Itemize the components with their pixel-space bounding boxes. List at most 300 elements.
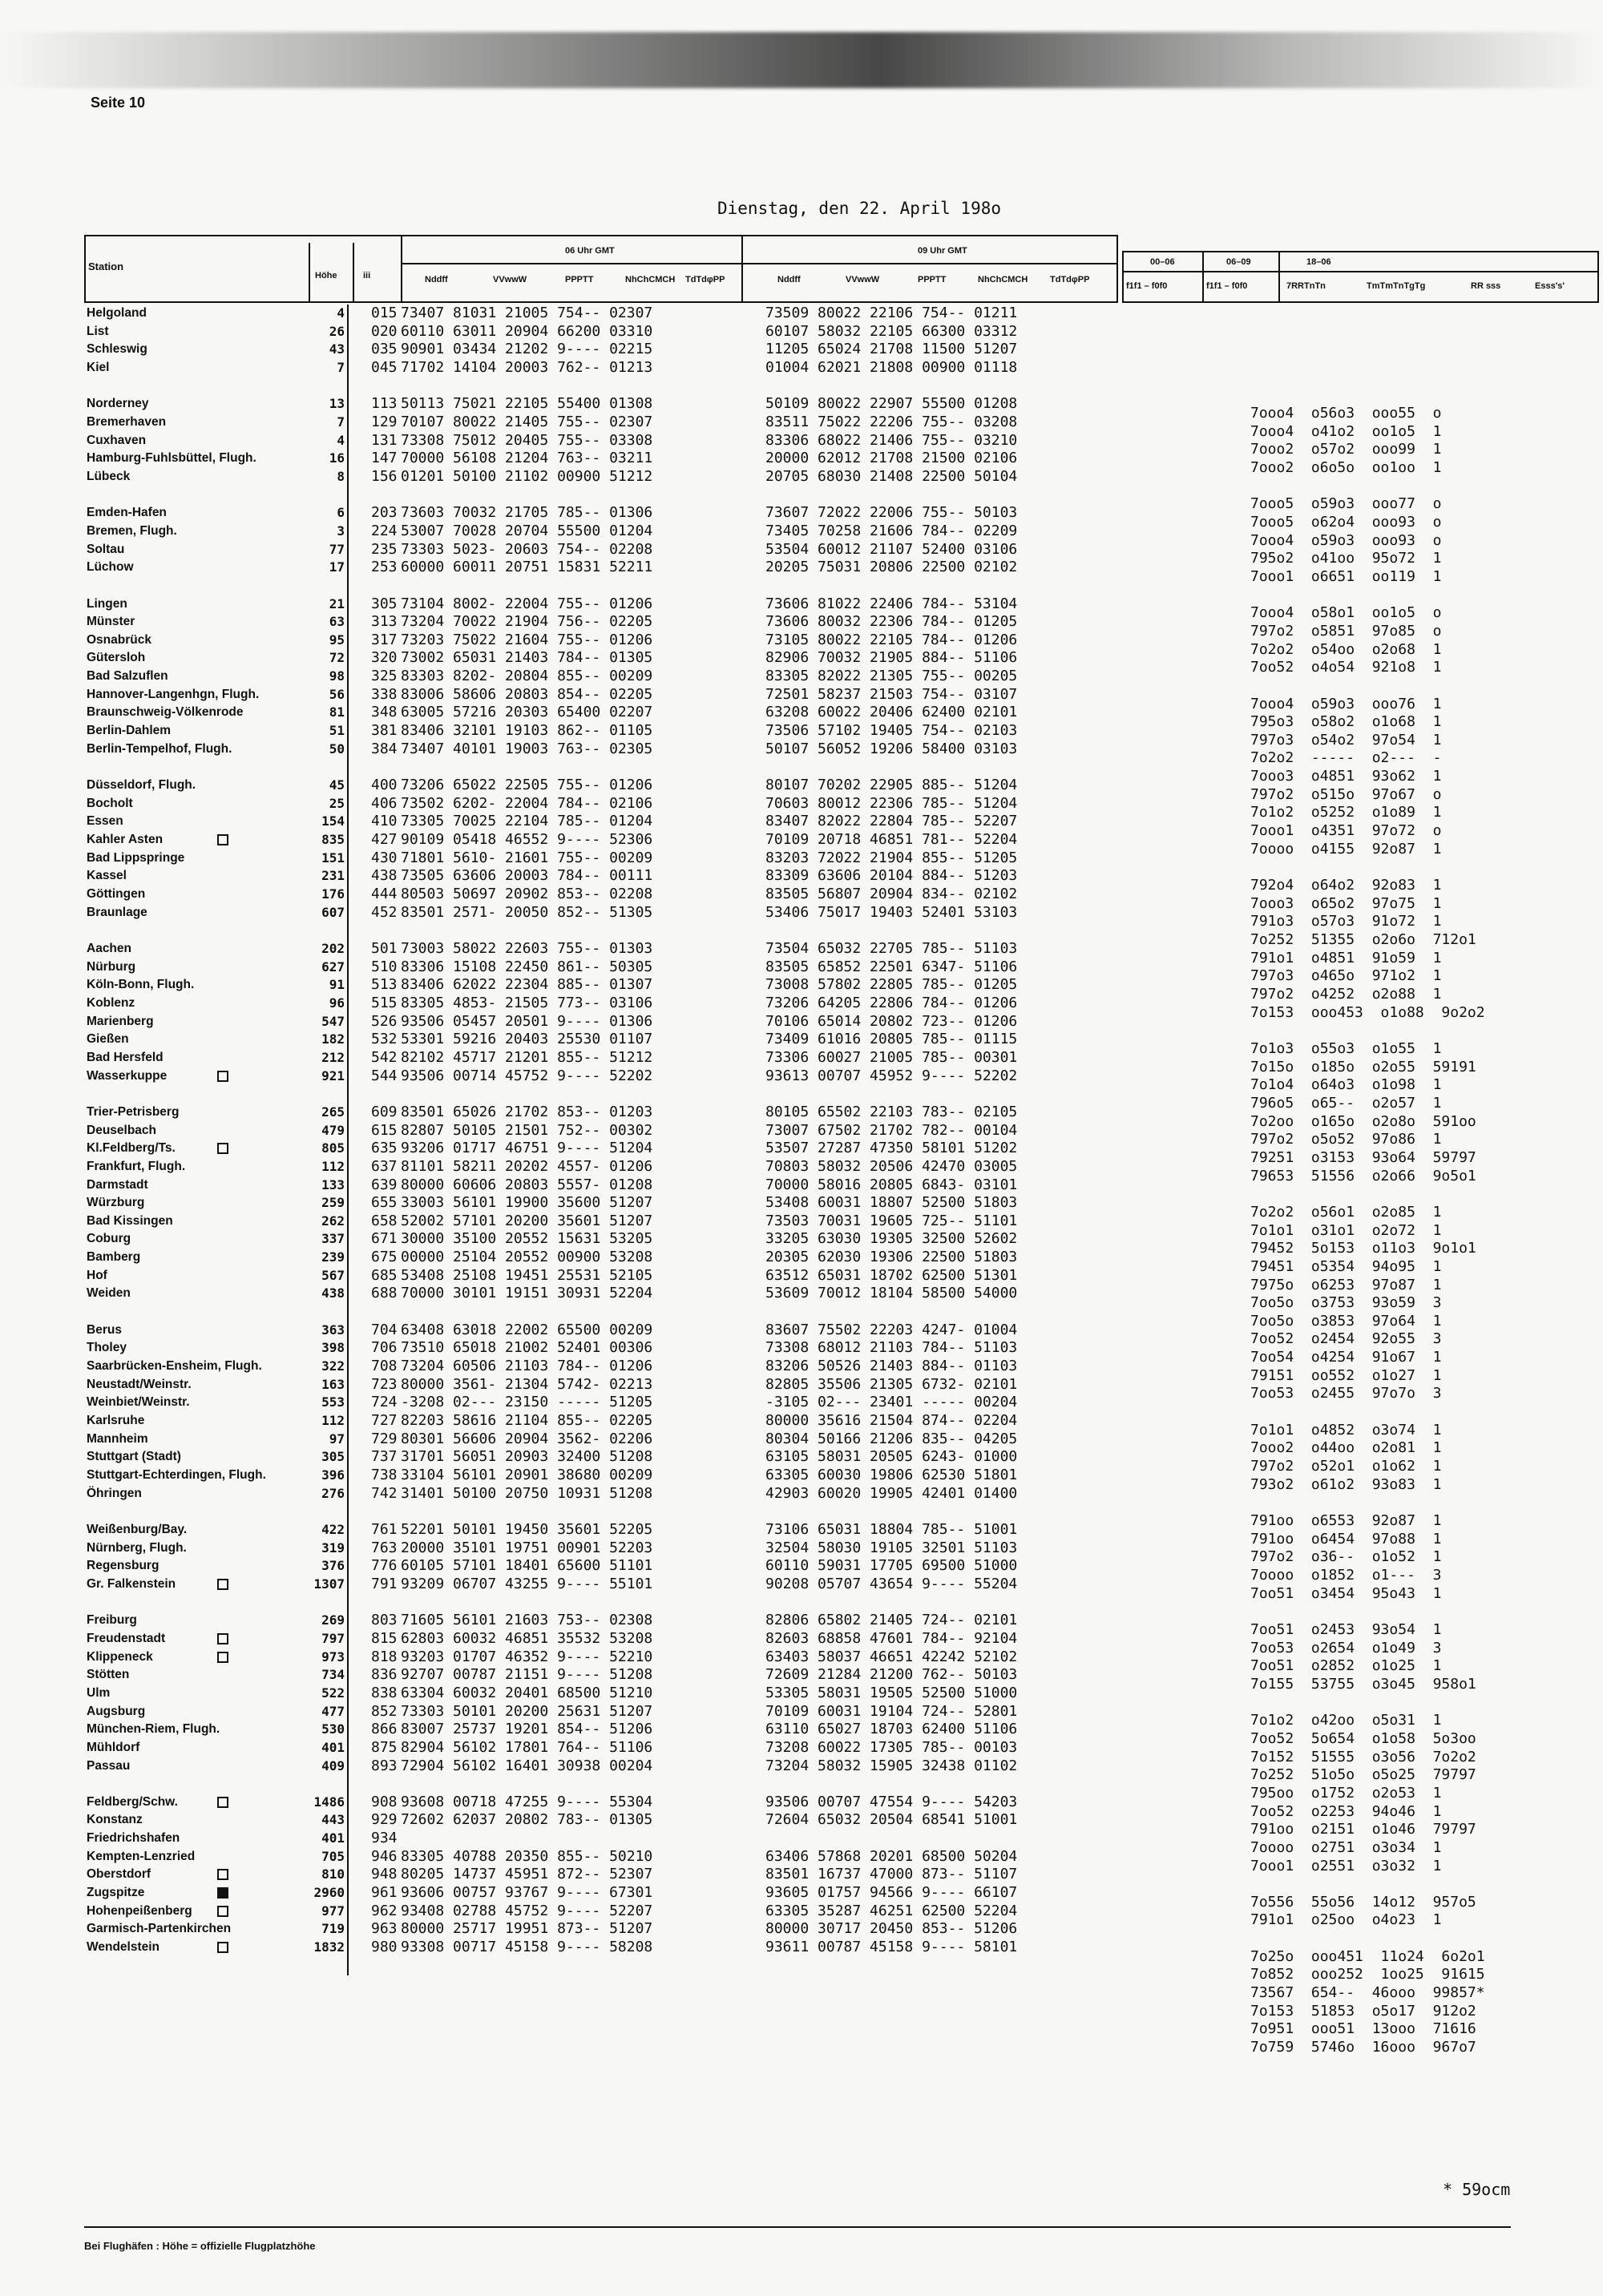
obs-06-row: 72602 62037 20802 783-- 01305 xyxy=(401,1811,653,1829)
obs-06-row: 83007 25737 19201 854-- 51206 xyxy=(401,1721,653,1738)
station-id: 763 xyxy=(371,1539,398,1556)
obs-09-row: 60107 58032 22105 66300 03312 xyxy=(765,322,1018,340)
obs-09-row: 63406 57868 20201 68500 50204 xyxy=(765,1847,1018,1865)
obs-06-row: 70000 30101 19151 30931 52204 xyxy=(401,1285,653,1302)
obs-06-row: 93209 06707 43255 9---- 55101 xyxy=(401,1575,653,1592)
spacer-row xyxy=(765,758,1017,777)
obs-09-row: 73204 58032 15905 32438 01102 xyxy=(765,1757,1018,1774)
obs-09-row: 83206 50526 21403 884-- 01103 xyxy=(765,1358,1018,1375)
spacer-row xyxy=(289,577,345,595)
scan-shadow-band xyxy=(0,32,1603,88)
station-height: 265 xyxy=(321,1104,345,1120)
station-id: 609 xyxy=(371,1103,398,1120)
obs-06-row: 52002 57101 20200 35601 51207 xyxy=(401,1212,653,1229)
obs-09-row: 33205 63030 19305 32500 52602 xyxy=(765,1230,1018,1248)
spacer-row xyxy=(1250,677,1485,696)
station-id: 235 xyxy=(371,540,398,558)
obs-06-row: 83305 4853- 21505 773-- 03106 xyxy=(401,994,653,1011)
obs-09-row: 11205 65024 21708 11500 51207 xyxy=(765,341,1018,358)
obs-06-row: 80301 56606 20904 3562- 02206 xyxy=(401,1430,653,1447)
station-id: 015 xyxy=(371,305,398,321)
obs-06-row: 73303 50101 20200 25631 51207 xyxy=(401,1702,653,1720)
station-height: 835 xyxy=(321,832,345,848)
period-obs-row: 795o2 o41oo 95o72 1 xyxy=(1250,550,1442,567)
station-height: 63 xyxy=(329,614,345,630)
square-icon xyxy=(217,1143,228,1154)
station-height: 977 xyxy=(321,1903,345,1919)
obs-09-row: 80304 50166 21206 835-- 04205 xyxy=(765,1430,1018,1447)
station-name: List xyxy=(87,324,109,338)
obs-09-row: 70109 60031 19104 724-- 52801 xyxy=(765,1702,1018,1720)
station-name: Münster xyxy=(87,615,135,629)
obs-09-gmt xyxy=(765,305,1017,1957)
station-id: 671 xyxy=(371,1230,398,1248)
obs-09-row: 93611 00787 45158 9---- 58101 xyxy=(765,1939,1018,1956)
obs-06-row: 80503 50697 20902 853-- 02208 xyxy=(401,886,653,902)
station-id: 147 xyxy=(371,450,398,467)
period-obs-row: 7o852 ooo252 1oo25 91615 xyxy=(1250,1966,1485,1983)
station-height: 530 xyxy=(321,1721,345,1737)
obs-09-row: 63305 35287 46251 62500 52204 xyxy=(765,1902,1018,1919)
obs-06-row: 83306 15108 22450 861-- 50305 xyxy=(401,958,653,975)
obs-09-row: 80107 70202 22905 885-- 51204 xyxy=(765,777,1018,794)
period-obs xyxy=(1250,405,1485,2057)
station-id: 156 xyxy=(371,467,398,485)
station-height: 7 xyxy=(337,359,345,375)
header-period-0609: 06–09 xyxy=(1226,257,1251,267)
obs-06-row: -3208 02--- 23150 ----- 51205 xyxy=(401,1394,653,1411)
station-name: Freudenstadt xyxy=(87,1630,335,1648)
obs-06-gmt xyxy=(401,305,652,1957)
obs-09-row: 83505 56807 20904 834-- 02102 xyxy=(765,886,1018,902)
header-09-c5: TdTdφPP xyxy=(1050,275,1090,284)
station-name: Zugspitze xyxy=(87,1884,335,1903)
station-height: 176 xyxy=(321,886,345,902)
obs-09-row: 20305 62030 19306 22500 51803 xyxy=(765,1249,1018,1266)
obs-06-row: 82203 58616 21104 855-- 02205 xyxy=(401,1412,653,1430)
station-id: 305 xyxy=(371,595,398,612)
period-obs-row: 7o252 51355 o2o6o 712o1 xyxy=(1250,931,1476,949)
obs-06-row: 52201 50101 19450 35601 52205 xyxy=(401,1520,653,1538)
period-obs-row: 7975o o6253 97o87 1 xyxy=(1250,1276,1442,1293)
station-height: 409 xyxy=(321,1757,345,1773)
station-id: 962 xyxy=(371,1902,398,1919)
obs-09-row: 73208 60022 17305 785-- 00103 xyxy=(765,1738,1018,1756)
station-height: 719 xyxy=(321,1921,345,1937)
station-name: Gütersloh xyxy=(87,651,146,665)
obs-06-row: 73510 65018 21002 52401 00306 xyxy=(401,1339,653,1357)
station-id: 946 xyxy=(371,1847,398,1865)
station-id: 381 xyxy=(371,722,398,740)
station-name: Bad Lippspringe xyxy=(87,850,185,865)
station-id: 452 xyxy=(371,903,398,921)
obs-09-row: 73206 64205 22806 784-- 01206 xyxy=(765,994,1018,1011)
obs-06-row: 73204 60506 21103 784-- 01206 xyxy=(401,1358,653,1375)
station-name: Berlin-Tempelhof, Flugh. xyxy=(87,741,232,756)
station-name: Klippeneck xyxy=(87,1648,335,1667)
obs-06-row: 62803 60032 46851 35532 53208 xyxy=(401,1629,653,1647)
obs-06-row: 83305 40788 20350 855-- 50210 xyxy=(401,1847,653,1865)
station-id: 908 xyxy=(371,1793,398,1810)
header-06-c5: TdTdφPP xyxy=(685,275,725,284)
obs-06-row: 63408 63018 22002 65500 00209 xyxy=(401,1321,653,1338)
obs-09-row: 20205 75031 20806 22500 02102 xyxy=(765,559,1018,576)
period-obs-row: 7o252 51o5o o5o25 79797 xyxy=(1250,1766,1476,1784)
period-obs-row: 7o25o ooo451 11o24 6o2o1 xyxy=(1250,1947,1485,1965)
station-name: Hamburg-Fuhlsbüttel, Flugh. xyxy=(87,451,256,466)
period-obs-row: 7oo5o o3753 93o59 3 xyxy=(1250,1294,1442,1312)
station-id: 635 xyxy=(371,1140,398,1157)
station-height: 1486 xyxy=(313,1794,345,1810)
station-name: Bad Kissingen xyxy=(87,1213,173,1228)
station-id: 348 xyxy=(371,704,398,721)
station-name: Mannheim xyxy=(87,1431,148,1446)
obs-06-row: 73002 65031 21403 784-- 01305 xyxy=(401,649,653,667)
obs-09-row: 73503 70031 19605 725-- 51101 xyxy=(765,1212,1018,1229)
station-name: Wasserkuppe xyxy=(87,1067,335,1086)
station-name: Augsburg xyxy=(87,1704,146,1718)
station-name: Trier-Petrisberg xyxy=(87,1104,180,1119)
station-height: 479 xyxy=(321,1122,345,1138)
period-obs-row: 7o951 ooo51 13ooo 71616 xyxy=(1250,2020,1476,2038)
header-06-c4: NhChCMCH xyxy=(625,275,676,284)
header-09-c3: PPPTT xyxy=(918,275,947,284)
station-height: 477 xyxy=(321,1703,345,1719)
station-name: Tholey xyxy=(87,1341,127,1355)
period-obs-row: 7oo5o o3853 97o64 1 xyxy=(1250,1312,1442,1330)
square-icon xyxy=(217,1797,228,1808)
obs-09-row: 53408 60031 18807 52500 51803 xyxy=(765,1194,1018,1212)
station-name: Deuselbach xyxy=(87,1123,157,1137)
obs-06-row: 73305 70025 22104 785-- 01204 xyxy=(401,813,653,830)
station-id: 438 xyxy=(371,867,398,885)
station-height: 16 xyxy=(329,450,345,466)
station-name: München-Riem, Flugh. xyxy=(87,1722,220,1737)
period-obs-row: 7o1o2 o42oo o5o31 1 xyxy=(1250,1712,1442,1729)
station-height: 805 xyxy=(321,1140,345,1156)
period-obs-row: 797o2 o4252 o2o88 1 xyxy=(1250,986,1442,1003)
station-height: 797 xyxy=(321,1630,345,1646)
obs-09-row: 70106 65014 20802 723-- 01206 xyxy=(765,1012,1018,1030)
obs-06-row: 53408 25108 19451 25531 52105 xyxy=(401,1266,653,1284)
station-id: 761 xyxy=(371,1520,398,1538)
obs-09-row: 01004 62021 21808 00900 01118 xyxy=(765,358,1018,376)
station-id: 224 xyxy=(371,522,398,539)
period-obs-row: 797o2 o52o1 o1o62 1 xyxy=(1250,1458,1442,1475)
station-id: 400 xyxy=(371,777,398,794)
period-obs-row: 79452 5o153 o11o3 9o1o1 xyxy=(1250,1240,1476,1257)
obs-06-row: 83006 58606 20803 854-- 02205 xyxy=(401,685,653,703)
period-obs-row: 797o2 o36-- o1o52 1 xyxy=(1250,1548,1442,1566)
obs-06-row: 53007 70028 20704 55500 01204 xyxy=(401,522,653,539)
station-height: 26 xyxy=(329,323,345,339)
obs-06-row: 93606 00757 93767 9---- 67301 xyxy=(401,1884,653,1902)
obs-06-row: 93308 00717 45158 9---- 58208 xyxy=(401,1939,653,1956)
obs-06-row: 60105 57101 18401 65600 51101 xyxy=(401,1557,653,1575)
header-06-c2: VVwwW xyxy=(493,275,527,284)
header-col-0006: f1f1 – f0f0 xyxy=(1126,281,1168,291)
period-obs-row: 797o3 o465o 971o2 1 xyxy=(1250,967,1442,985)
obs-06-row: 63005 57216 20303 65400 02207 xyxy=(401,704,653,721)
station-id: 430 xyxy=(371,849,398,866)
station-height: 259 xyxy=(321,1195,345,1211)
obs-06-row: 71702 14104 20003 762-- 01213 xyxy=(401,358,653,376)
station-height: 422 xyxy=(321,1521,345,1537)
header-09-c1: Nddff xyxy=(777,275,801,284)
station-height: 376 xyxy=(321,1558,345,1574)
station-height: 163 xyxy=(321,1376,345,1392)
period-obs-row: 7oo52 o2253 94o46 1 xyxy=(1250,1802,1442,1820)
period-obs-row: 791o1 o4851 91o59 1 xyxy=(1250,949,1442,966)
obs-09-row: 70109 20718 46851 781-- 52204 xyxy=(765,831,1018,849)
obs-06-row: 73206 65022 22505 755-- 01206 xyxy=(401,777,653,794)
station-id: 961 xyxy=(371,1884,398,1902)
square-icon xyxy=(217,1869,228,1880)
period-obs-row: 7ooo2 o6o5o oo1oo 1 xyxy=(1250,458,1442,476)
spacer-row xyxy=(401,922,652,940)
station-height: 337 xyxy=(321,1231,345,1247)
station-name: Konstanz xyxy=(87,1813,143,1827)
spacer-row xyxy=(765,1303,1017,1322)
station-name: Aachen xyxy=(87,941,131,955)
period-obs-row: 791o1 o25oo o4o23 1 xyxy=(1250,1911,1442,1929)
spacer-row xyxy=(289,1503,345,1521)
station-name: Bad Hersfeld xyxy=(87,1050,164,1064)
period-obs-row: 7o1o1 o4852 o3o74 1 xyxy=(1250,1421,1442,1439)
header-col-0609: f1f1 – f0f0 xyxy=(1206,281,1248,291)
spacer-row xyxy=(1250,478,1485,496)
period-obs-row: 7o556 55o56 14o12 957o5 xyxy=(1250,1893,1476,1911)
station-id: 131 xyxy=(371,431,398,449)
station-height: 21 xyxy=(329,595,345,611)
obs-09-row: 63512 65031 18702 62500 51301 xyxy=(765,1266,1018,1284)
square-icon xyxy=(217,1633,228,1644)
station-id: 729 xyxy=(371,1430,398,1447)
station-name: Hohenpeißenberg xyxy=(87,1903,335,1921)
period-obs-row: 79451 o5354 94o95 1 xyxy=(1250,1257,1442,1275)
station-name: Osnabrück xyxy=(87,632,151,647)
obs-09-row: 83309 63606 20104 884-- 51203 xyxy=(765,867,1018,885)
obs-06-row: 83501 2571- 20050 852-- 51305 xyxy=(401,903,653,921)
station-name: Frankfurt, Flugh. xyxy=(87,1159,186,1173)
bottom-rule xyxy=(84,2226,1511,2228)
station-id: 542 xyxy=(371,1048,398,1066)
spacer-row xyxy=(289,1775,345,1794)
station-height: 43 xyxy=(329,341,345,357)
period-obs-row: 7o2oo o165o o2o8o 591oo xyxy=(1250,1112,1476,1130)
report-date: Dienstag, den 22. April 198o xyxy=(717,199,1002,218)
station-name: Freiburg xyxy=(87,1613,137,1628)
station-height: 112 xyxy=(321,1158,345,1174)
station-name: Hannover-Langenhgn, Flugh. xyxy=(87,687,260,701)
station-name: Gießen xyxy=(87,1032,129,1047)
station-height: 1307 xyxy=(313,1576,345,1592)
header-col-1806c: RR sss xyxy=(1471,281,1501,291)
station-height: 231 xyxy=(321,868,345,884)
obs-06-row: 53301 59216 20403 25530 01107 xyxy=(401,1031,653,1048)
obs-06-row: 83406 32101 19103 862-- 01105 xyxy=(401,722,653,740)
station-id: 427 xyxy=(371,831,398,849)
period-obs-row: 7oo52 5o654 o1o58 5o3oo xyxy=(1250,1729,1476,1747)
station-height: 96 xyxy=(329,995,345,1011)
obs-06-row: 00000 25104 20552 00900 53208 xyxy=(401,1249,653,1266)
station-height: 3 xyxy=(337,523,345,539)
obs-09-row: 53406 75017 19403 52401 53103 xyxy=(765,903,1018,921)
obs-06-row: 93506 05457 20501 9---- 01306 xyxy=(401,1012,653,1030)
obs-06-row: 31701 56051 20903 32400 51208 xyxy=(401,1448,653,1466)
station-height: 112 xyxy=(321,1413,345,1429)
station-id: 020 xyxy=(371,322,398,340)
period-obs-row: 795oo o1752 o2o53 1 xyxy=(1250,1784,1442,1802)
obs-09-row: 72604 65032 20504 68541 51001 xyxy=(765,1811,1018,1829)
station-name: Feldberg/Schw. xyxy=(87,1794,335,1812)
station-height: 262 xyxy=(321,1213,345,1229)
period-obs-row: 7ooo1 o2551 o3o32 1 xyxy=(1250,1857,1442,1874)
obs-06-row: 93408 02788 45752 9---- 52207 xyxy=(401,1902,653,1919)
station-name: Berus xyxy=(87,1322,122,1337)
station-name: Bamberg xyxy=(87,1250,141,1265)
station-name: Essen xyxy=(87,814,123,829)
station-id: 929 xyxy=(371,1811,398,1829)
station-name: Wendelstein xyxy=(87,1939,335,1957)
station-height: 705 xyxy=(321,1848,345,1864)
spacer-row xyxy=(765,1085,1017,1104)
station-id: 852 xyxy=(371,1702,398,1720)
period-obs-row: 7ooo1 o4351 97o72 o xyxy=(1250,822,1442,840)
obs-09-row: 73405 70258 21606 784-- 02209 xyxy=(765,522,1018,539)
obs-09-row: 73105 80022 22105 784-- 01206 xyxy=(765,631,1018,648)
station-id: 526 xyxy=(371,1012,398,1030)
spacer-row xyxy=(765,922,1017,940)
period-obs-row: 7o152 51555 o3o56 7o2o2 xyxy=(1250,1748,1476,1765)
period-obs-row: 7o759 5746o 16ooo 967o7 xyxy=(1250,2039,1476,2056)
spacer-row xyxy=(401,1085,652,1104)
station-id: 818 xyxy=(371,1648,398,1665)
station-id: 444 xyxy=(371,886,398,902)
obs-06-row: 73505 63606 20003 784-- 00111 xyxy=(401,867,653,885)
period-obs-row: 7ooo4 o58o1 oo1o5 o xyxy=(1250,604,1442,622)
station-height: 154 xyxy=(321,813,345,829)
obs-09-row: 63208 60022 20406 62400 02101 xyxy=(765,704,1018,721)
obs-09-row: 83511 75022 22206 755-- 03208 xyxy=(765,413,1018,430)
period-obs-row: 7ooo3 o65o2 97o75 1 xyxy=(1250,894,1442,912)
period-obs-row: 7o1o2 o5252 o1o89 1 xyxy=(1250,804,1442,821)
spacer-row xyxy=(765,1775,1017,1794)
station-id: 836 xyxy=(371,1666,398,1684)
station-id: 035 xyxy=(371,341,398,358)
station-height: 1832 xyxy=(313,1939,345,1955)
obs-06-row: 81101 58211 20202 4557- 01206 xyxy=(401,1157,653,1175)
obs-06-row: 72904 56102 16401 30938 00204 xyxy=(401,1757,653,1774)
station-id: 723 xyxy=(371,1375,398,1393)
station-name: Regensburg xyxy=(87,1559,159,1573)
obs-09-row: 82906 70032 21905 884-- 51106 xyxy=(765,649,1018,667)
station-name: Bremerhaven xyxy=(87,414,167,429)
obs-09-row: 63105 58031 20505 6243- 01000 xyxy=(765,1448,1018,1466)
obs-09-row: 80105 65502 22103 783-- 02105 xyxy=(765,1103,1018,1120)
station-height: 438 xyxy=(321,1285,345,1301)
period-obs-row: 7o2o2 o54oo o2o68 1 xyxy=(1250,640,1442,658)
station-name: Saarbrücken-Ensheim, Flugh. xyxy=(87,1359,262,1374)
station-height: 522 xyxy=(321,1685,345,1701)
obs-09-row: 83505 65852 22501 6347- 51106 xyxy=(765,958,1018,975)
spacer-row xyxy=(289,758,345,777)
spacer-row xyxy=(289,486,345,505)
obs-06-row: 82904 56102 17801 764-- 51106 xyxy=(401,1738,653,1756)
station-name: Nürburg xyxy=(87,959,136,974)
obs-09-row: 20000 62012 21708 21500 02106 xyxy=(765,450,1018,467)
station-id: 742 xyxy=(371,1484,398,1502)
station-id: 317 xyxy=(371,631,398,648)
station-height: 95 xyxy=(329,632,345,648)
period-obs-row: 79251 o3153 93o64 59797 xyxy=(1250,1148,1476,1166)
obs-06-row: 63304 60032 20401 68500 51210 xyxy=(401,1684,653,1701)
station-id: 838 xyxy=(371,1684,398,1701)
station-name: Helgoland xyxy=(87,306,147,320)
period-obs-row: 796o5 o65-- o2o57 1 xyxy=(1250,1094,1442,1112)
period-obs-row: 797o2 o5o52 97o86 1 xyxy=(1250,1131,1442,1148)
obs-09-row: 53305 58031 19505 52500 51000 xyxy=(765,1684,1018,1701)
period-obs-row: 79653 51556 o2o66 9o5o1 xyxy=(1250,1167,1476,1184)
obs-09-row: 73509 80022 22106 754-- 01211 xyxy=(765,305,1018,321)
station-id: 658 xyxy=(371,1212,398,1229)
station-name: Stuttgart-Echterdingen, Flugh. xyxy=(87,1468,266,1482)
obs-09-row: 20705 68030 21408 22500 50104 xyxy=(765,467,1018,485)
footer-note: Bei Flughäfen : Höhe = offizielle Flugplatzhöhe xyxy=(84,2240,316,2252)
station-name: Stuttgart (Stadt) xyxy=(87,1450,181,1464)
station-name: Stötten xyxy=(87,1668,130,1682)
obs-06-row: 70107 80022 21405 755-- 02307 xyxy=(401,413,653,430)
station-name: Cuxhaven xyxy=(87,433,147,447)
obs-09-row: 73504 65032 22705 785-- 51103 xyxy=(765,939,1018,957)
station-name: Bremen, Flugh. xyxy=(87,523,177,538)
table-header xyxy=(84,235,1599,303)
obs-06-row: 93506 00714 45752 9---- 52202 xyxy=(401,1067,653,1084)
period-obs-row: 797o2 o5851 97o85 o xyxy=(1250,622,1442,640)
period-obs-row: 7ooo2 o44oo o2o81 1 xyxy=(1250,1439,1442,1457)
station-height: 401 xyxy=(321,1830,345,1846)
obs-09-row: 42903 60020 19905 42401 01400 xyxy=(765,1484,1018,1502)
obs-09-row: 90208 05707 43654 9---- 55204 xyxy=(765,1575,1018,1592)
station-name: Kl.Feldberg/Ts. xyxy=(87,1140,335,1158)
spacer-row xyxy=(401,1503,652,1521)
station-id: 406 xyxy=(371,794,398,812)
station-name: Nürnberg, Flugh. xyxy=(87,1540,187,1555)
station-id: 980 xyxy=(371,1939,398,1956)
obs-06-row: 73203 75022 21604 755-- 01206 xyxy=(401,631,653,648)
obs-09-row: 83501 16737 47000 873-- 51107 xyxy=(765,1866,1018,1883)
period-obs-row: 7o2o2 ----- o2--- - xyxy=(1250,749,1442,767)
station-height: 921 xyxy=(321,1067,345,1083)
header-col-1806a: 7RRTnTn xyxy=(1286,281,1326,291)
station-id: 727 xyxy=(371,1412,398,1430)
spacer-row xyxy=(1250,587,1485,605)
station-height: 81 xyxy=(329,704,345,720)
obs-09-row: 73308 68012 21103 784-- 51103 xyxy=(765,1339,1018,1357)
period-obs-row: 791oo o6553 92o87 1 xyxy=(1250,1512,1442,1530)
station-height: 401 xyxy=(321,1739,345,1755)
obs-09-row: 73506 57102 19405 754-- 02103 xyxy=(765,722,1018,740)
period-obs-row: 791oo o2151 o1o46 79797 xyxy=(1250,1821,1476,1838)
station-height: 45 xyxy=(329,777,345,793)
station-height: 97 xyxy=(329,1430,345,1447)
obs-06-row: 93203 01707 46352 9---- 52210 xyxy=(401,1648,653,1665)
station-name: Karlsruhe xyxy=(87,1414,145,1428)
station-name: Norderney xyxy=(87,397,149,411)
period-obs-row: 7o2o2 o56o1 o2o85 1 xyxy=(1250,1203,1442,1221)
period-obs-row: 792o4 o64o2 92o83 1 xyxy=(1250,877,1442,894)
obs-06-row: 73407 40101 19003 763-- 02305 xyxy=(401,740,653,757)
